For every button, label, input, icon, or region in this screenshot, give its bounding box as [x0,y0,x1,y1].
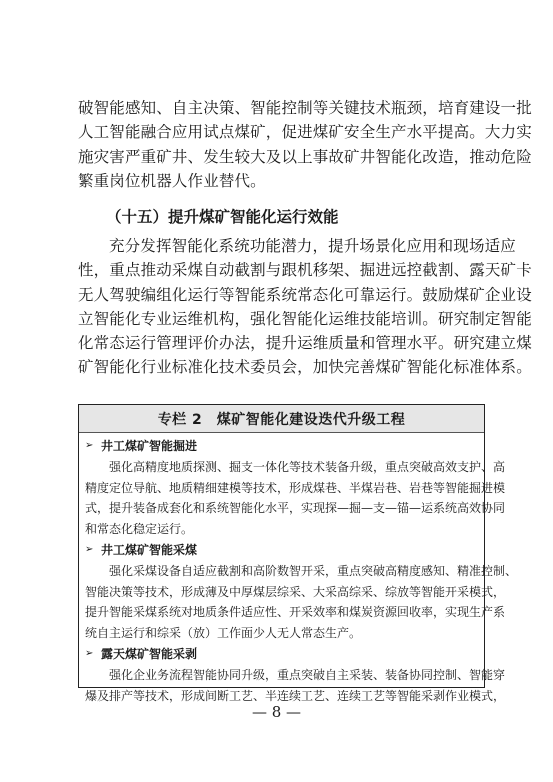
text-line: 人工智能融合应用试点煤矿，促进煤矿安全生产水平提高。大力实 [78,123,532,142]
box-title: 专栏 2 煤矿智能化建设迭代升级工程 [79,405,484,433]
text-line: 化常态运行管理评价办法，提升运维质量和管理水平。研究建立煤 [78,334,532,353]
paragraph-1 [78,96,532,193]
box-text-line: 爆及排产等技术，形成间断工艺、半连续工艺、连续工艺等智能采剥作业模式， [85,688,506,703]
box-item-title: 井工煤矿智能掘进 [101,439,198,453]
box-text-line: 精度定位导航、地质精细建模等技术，形成煤巷、半煤岩巷、岩巷等智能掘进模 [85,480,506,495]
box-text-line: 强化采煤设备自适应截割和高阶数智开采，重点突破高精度感知、精准控制、 [109,563,518,578]
box-item-title: 井工煤矿智能采煤 [101,542,198,557]
box-text-line: 强化企业务流程智能协同升级，重点突破自主采装、装备协同控制、智能穿 [109,667,506,682]
sidebar-box [78,404,518,703]
box-text-line: 智能决策等技术，形成薄及中厚煤层综采、大采高综采、综放等智能开采模式， [85,584,506,599]
arrow-bullet-icon: ➢ [85,440,94,451]
text-line: 矿智能化行业标准化技术委员会，加快完善煤矿智能化标准体系。 [78,358,532,377]
text-line: 充分发挥智能化系统功能潜力，提升场景化应用和现场适应 [109,237,516,255]
box-text-line: 和常态化稳定运行。 [85,522,194,537]
box-item-heading [85,436,478,457]
text-line: 繁重岗位机器人作业替代。 [78,171,266,190]
text-line: 无人驾驶编组化运行等智能系统常态化可靠运行。鼓励煤矿企业设 [78,285,532,304]
box-item-title: 露天煤矿智能采剥 [101,646,198,661]
box-text-line: 统自主运行和综采（放）工作面少人无人常态生产。 [85,626,362,641]
box-text-line: 提升智能采煤系统对地质条件适应性、开采效率和煤炭资源回收率，实现生产系 [85,605,506,620]
box-text-line: 式，提升装备成套化和系统智能化水平，实现探—掘—支—锚—运系统高效协同 [85,501,506,516]
text-line: 破智能感知、自主决策、智能控制等关键技术瓶颈，培育建设一批 [78,99,532,117]
section-heading: （十五）提升煤矿智能化运行效能 [106,208,339,226]
page-number: — 8 — [251,703,302,721]
text-line: 立智能化专业运维机构，强化智能化运维技能培训。研究制定智能 [78,309,532,328]
text-line: 性，重点推动采煤自动截割与跟机移架、掘进远控截割、露天矿卡 [78,261,532,280]
arrow-bullet-icon: ➢ [85,543,94,555]
paragraph-2 [78,234,532,380]
arrow-bullet-icon: ➢ [85,647,94,659]
text-line: 施灾害严重矿井、发生较大及以上事故矿井智能化改造，推动危险 [78,147,532,166]
box-body [79,433,518,706]
box-item-heading [85,644,478,665]
box-text-line: 强化高精度地质探测、掘支一体化等技术装备升级，重点突破高效支护、高 [109,459,506,474]
box-item-heading [85,540,478,561]
